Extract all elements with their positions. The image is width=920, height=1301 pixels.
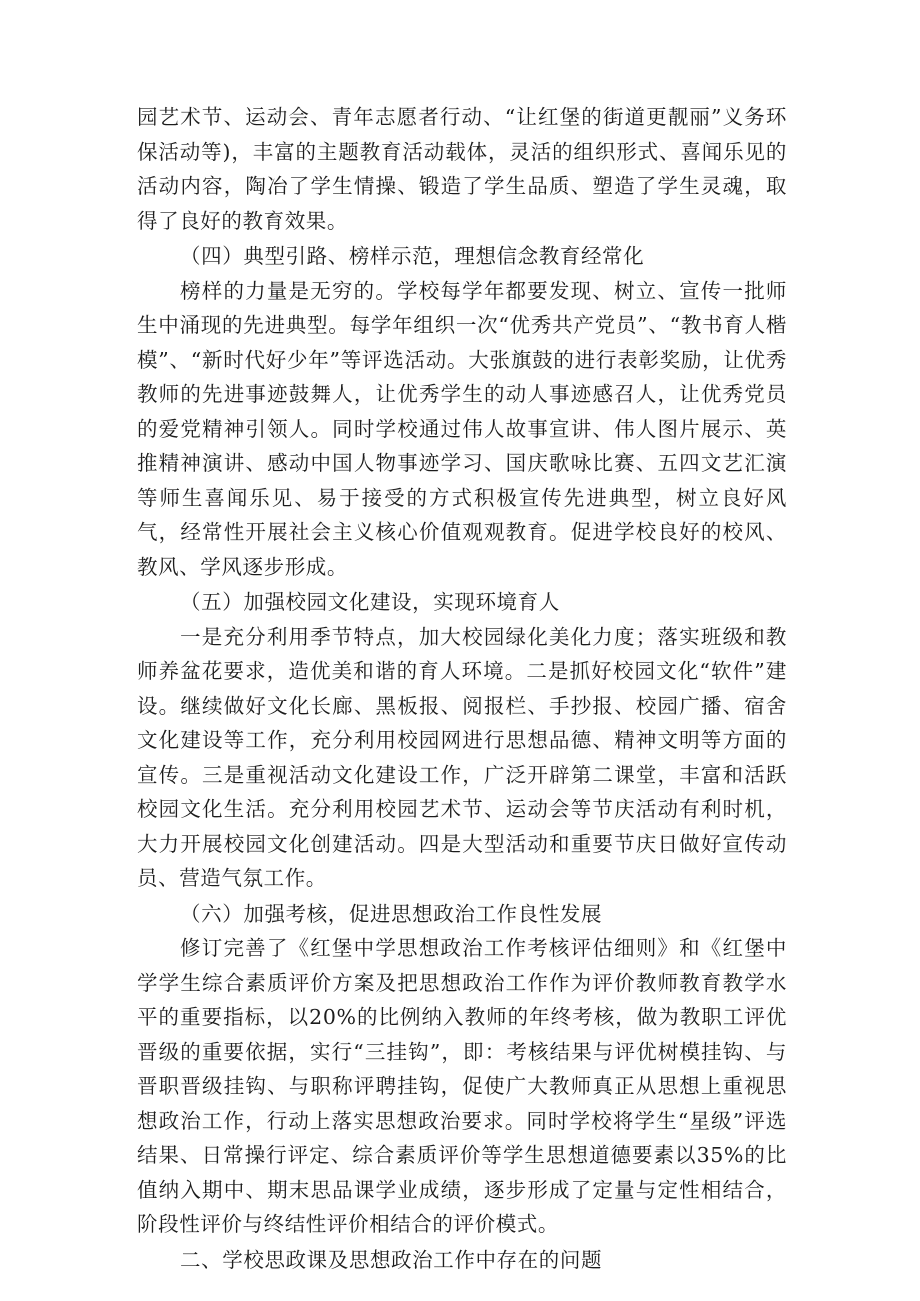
section-heading-problems: 二、学校思政课及思想政治工作中存在的问题 (180, 1247, 603, 1272)
paragraph-activities-summary: 园艺术节、运动会、青年志愿者行动、“让红堡的街道更靓丽”义务环保活动等)，丰富的主题教育活动载体，灵活的组织形式、喜闻乐见的活动内容，陶冶了学生情操、锻造了学生品质、塑造了学生灵魂，取得了良好的教育效果。 (137, 105, 787, 233)
section-heading-4: （四）典型引路、榜样示范，理想信念教育经常化 (180, 244, 645, 268)
section-heading-5: （五）加强校园文化建设，实现环境育人 (180, 590, 560, 614)
document-body (137, 100, 787, 1277)
paragraph-campus-culture: 一是充分利用季节特点，加大校园绿化美化力度；落实班级和教师养盆花要求，造优美和谐的育人环境。二是抓好校园文化“软件”建设。继续做好文化长廊、黑板报、阅报栏、手抄报、校园广播、宿舍文化建设等工作，充分利用校园网进行思想品德、精神文明等方面的宣传。三是重视活动文化建设工作，广泛开辟第二课堂，丰富和活跃校园文化生活。充分利用校园艺术节、运动会等节庆活动有利时机，大力开展校园文化创建活动。四是大型活动和重要节庆日做好宣传动员、营造气氛工作。 (137, 624, 787, 890)
paragraph-role-models: 榜样的力量是无穷的。学校每学年都要发现、树立、宣传一批师生中涌现的先进典型。每学年组织一次“优秀共产党员”、“教书育人楷模”、“新时代好少年”等评选活动。大张旗鼓的进行表彰奖励，让优秀教师的先进事迹鼓舞人，让优秀学生的动人事迹感召人，让优秀党员的爱党精神引领人。同时学校通过伟人故事宣讲、伟人图片展示、英推精神演讲、感动中国人物事迹学习、国庆歌咏比赛、五四文艺汇演等师生喜闻乐见、易于接受的方式积极宣传先进典型，树立良好风气，经常性开展社会主义核心价值观观教育。促进学校良好的校风、教风、学风逐步形成。 (137, 278, 787, 579)
section-heading-6: （六）加强考核，促进思想政治工作良性发展 (180, 901, 603, 926)
paragraph-assessment: 修订完善了《红堡中学思想政治工作考核评估细则》和《红堡中学学生综合素质评价方案及把思想政治工作作为评价教师教育教学水平的重要指标，以20%的比例纳入教师的年终考核，做为教职工评优晋级的重要依据，实行“三挂钩”，即：考核结果与评优树模挂钩、与晋职晋级挂钩、与职称评聘挂钩，促使广大教师真正从思想上重视思想政治工作，行动上落实思想政治要求。同时学校将学生“星级”评选结果、日常操行评定、综合素质评价等学生思想道德要素以35%的比值纳入期中、期末思品课学业成绩，逐步形成了定量与定性相结合，阶段性评价与终结性评价相结合的评价模式。 (137, 936, 787, 1236)
